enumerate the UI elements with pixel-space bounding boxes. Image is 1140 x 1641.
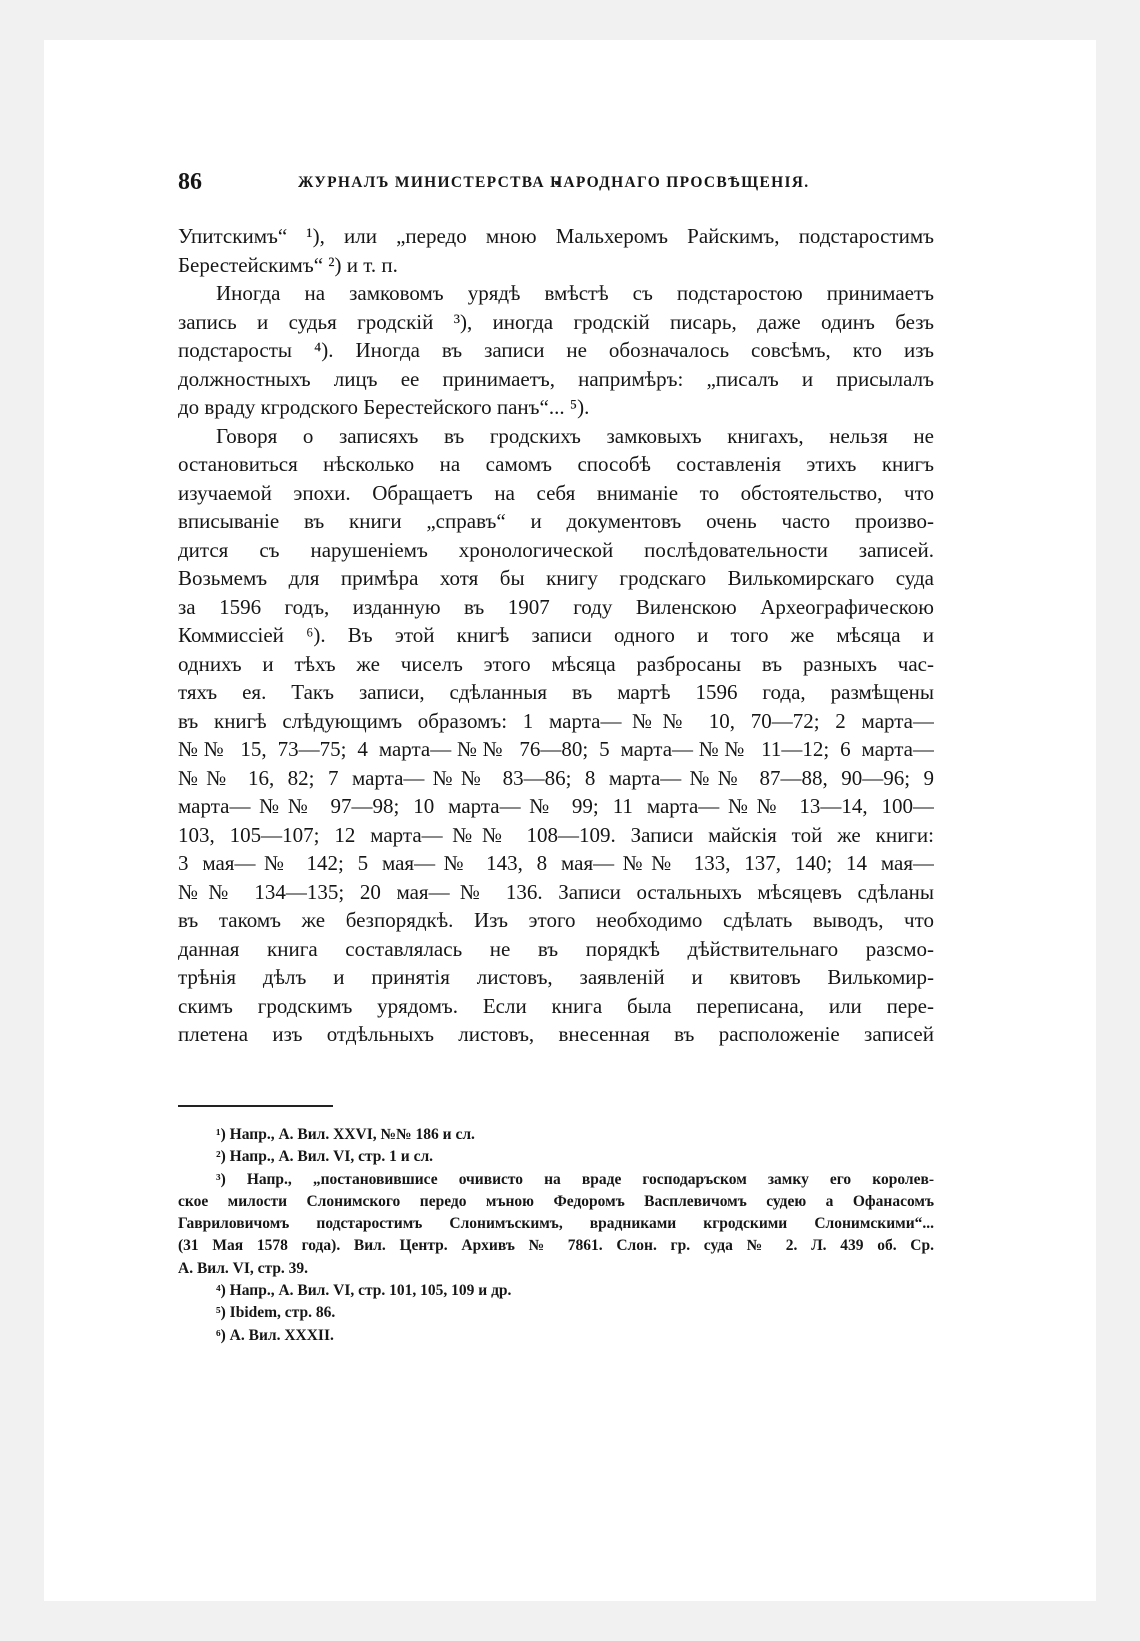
body-line: №№ 134—135; 20 мая—№ 136. Записи остальныхъ мѣсяцевъ сдѣланы — [178, 879, 934, 904]
footnotes — [178, 1124, 934, 1347]
footnote-line: ⁶) А. Вил. XXXII. — [216, 1326, 334, 1344]
footnote-divider — [178, 1105, 333, 1107]
body-line: тяхъ ея. Такъ записи, сдѣланныя въ мартѣ 1596 года, размѣщены — [178, 680, 934, 704]
body-line: должностныхъ лицъ ее принимаетъ, напримѣръ: „писалъ и присылалъ — [178, 366, 934, 391]
footnote-line: (31 Мая 1578 года). Вил. Центр. Архивъ № 7861. Слон. гр. суда № 2. Л. 439 об. Ср. — [178, 1237, 934, 1255]
body-line: до враду кгродского Берестейского панъ“... ⁵). — [178, 395, 590, 419]
body-line: дится съ нарушеніемъ хронологической послѣдовательности записей. — [178, 537, 934, 562]
main-text — [178, 222, 934, 1049]
body-line: въ книгѣ слѣдующимъ образомъ: 1 марта—№№ 10, 70—72; 2 марта— — [178, 708, 934, 733]
page-number: 86 — [178, 169, 202, 195]
body-line: №№ 16, 82; 7 марта—№№ 83—86; 8 марта—№№ 87—88, 90—96; 9 — [178, 765, 934, 790]
body-line: 103, 105—107; 12 марта—№№ 108—109. Записи майскія той же книги: — [178, 822, 934, 847]
footnote-line: ское милости Слонимского передо мъною Федоромъ Васплевичомъ судею а Офанасомъ — [178, 1192, 934, 1210]
body-line: Возьмемъ для примѣра хотя бы книгу гродскаго Вилькомирскаго суда — [178, 566, 934, 590]
body-line: запись и судья гродскій ³), иногда гродскій писарь, даже одинъ безъ — [178, 309, 934, 334]
body-line: остановиться нѣсколько на самомъ способѣ составленія этихъ книгъ — [178, 452, 934, 476]
page-header — [178, 167, 934, 197]
footnote-line: ²) Напр., А. Вил. VI, стр. 1 и сл. — [216, 1148, 434, 1166]
footnote-line: Гавриловичомъ подстаростимъ Слонимъскимъ, врадниками кгродскими Слонимскими“... — [178, 1215, 934, 1233]
running-title: ЖУРНАЛЪ МИНИСТЕРСТВА НАРОДНАГО ПРОСВѢЩЕНІЯ. — [298, 174, 810, 191]
body-line: однихъ и тѣхъ же чиселъ этого мѣсяца разбросаны въ разныхъ час- — [178, 651, 934, 676]
body-line: скимъ гродскимъ урядомъ. Если книга была переписана, или пере- — [178, 993, 934, 1018]
body-line: Коммиссіей ⁶). Въ этой книгѣ записи одного и того же мѣсяца и — [178, 623, 934, 647]
body-line: вписываніе въ книги „справъ“ и документовъ очень часто произво- — [178, 509, 934, 533]
body-line: данная книга составлялась не въ порядкѣ дѣйствительнаго разсмо- — [178, 936, 934, 961]
body-line: въ такомъ же безпорядкѣ. Изъ этого необходимо сдѣлать выводъ, что — [178, 908, 934, 932]
body-line: марта—№№ 97—98; 10 марта—№ 99; 11 марта—№№ 13—14, 100— — [178, 794, 934, 818]
footnote-line: ⁵) Ibidem, стр. 86. — [216, 1304, 336, 1322]
body-line: изучаемой эпохи. Обращаетъ на себя вниманіе то обстоятельство, что — [178, 480, 934, 505]
footnote-line: ⁴) Напр., А. Вил. VI, стр. 101, 105, 109 и др. — [216, 1282, 512, 1300]
body-line: 3 мая—№ 142; 5 мая—№ 143, 8 мая—№№ 133, 137, 140; 14 мая— — [178, 851, 934, 875]
footnote-line: ³) Напр., „постановившисе очивисто на враде господаръском замку его королев- — [216, 1170, 934, 1188]
body-line: трѣнія дѣлъ и принятія листовъ, заявленій и квитовъ Вилькомир- — [178, 965, 934, 989]
body-line: Иногда на замковомъ урядѣ вмѣстѣ съ подстаростою принимаетъ — [216, 281, 934, 305]
body-line: №№ 15, 73—75; 4 марта—№№ 76—80; 5 марта—№№ 11—12; 6 марта— — [178, 737, 934, 761]
body-line: Упитскимъ“ ¹), или „передо мною Мальхеромъ Райскимъ, подстаростимъ — [178, 224, 934, 248]
body-line: Говоря о записяхъ въ гродскихъ замковыхъ книгахъ, нельзя не — [216, 423, 934, 448]
footnote-line: ¹) Напр., А. Вил. XXVI, №№ 186 и сл. — [216, 1126, 475, 1143]
footnote-line: А. Вил. VI, стр. 39. — [178, 1259, 309, 1277]
body-line: подстаросты ⁴). Иногда въ записи не обозначалось совсѣмъ, кто изъ — [178, 338, 934, 362]
body-line: Берестейскимъ“ ²) и т. п. — [178, 252, 398, 277]
body-line: плетена изъ отдѣльныхъ листовъ, внесенная въ расположеніе записей — [178, 1022, 934, 1046]
body-line: за 1596 годъ, изданную въ 1907 году Виленскою Археографическою — [178, 594, 934, 619]
